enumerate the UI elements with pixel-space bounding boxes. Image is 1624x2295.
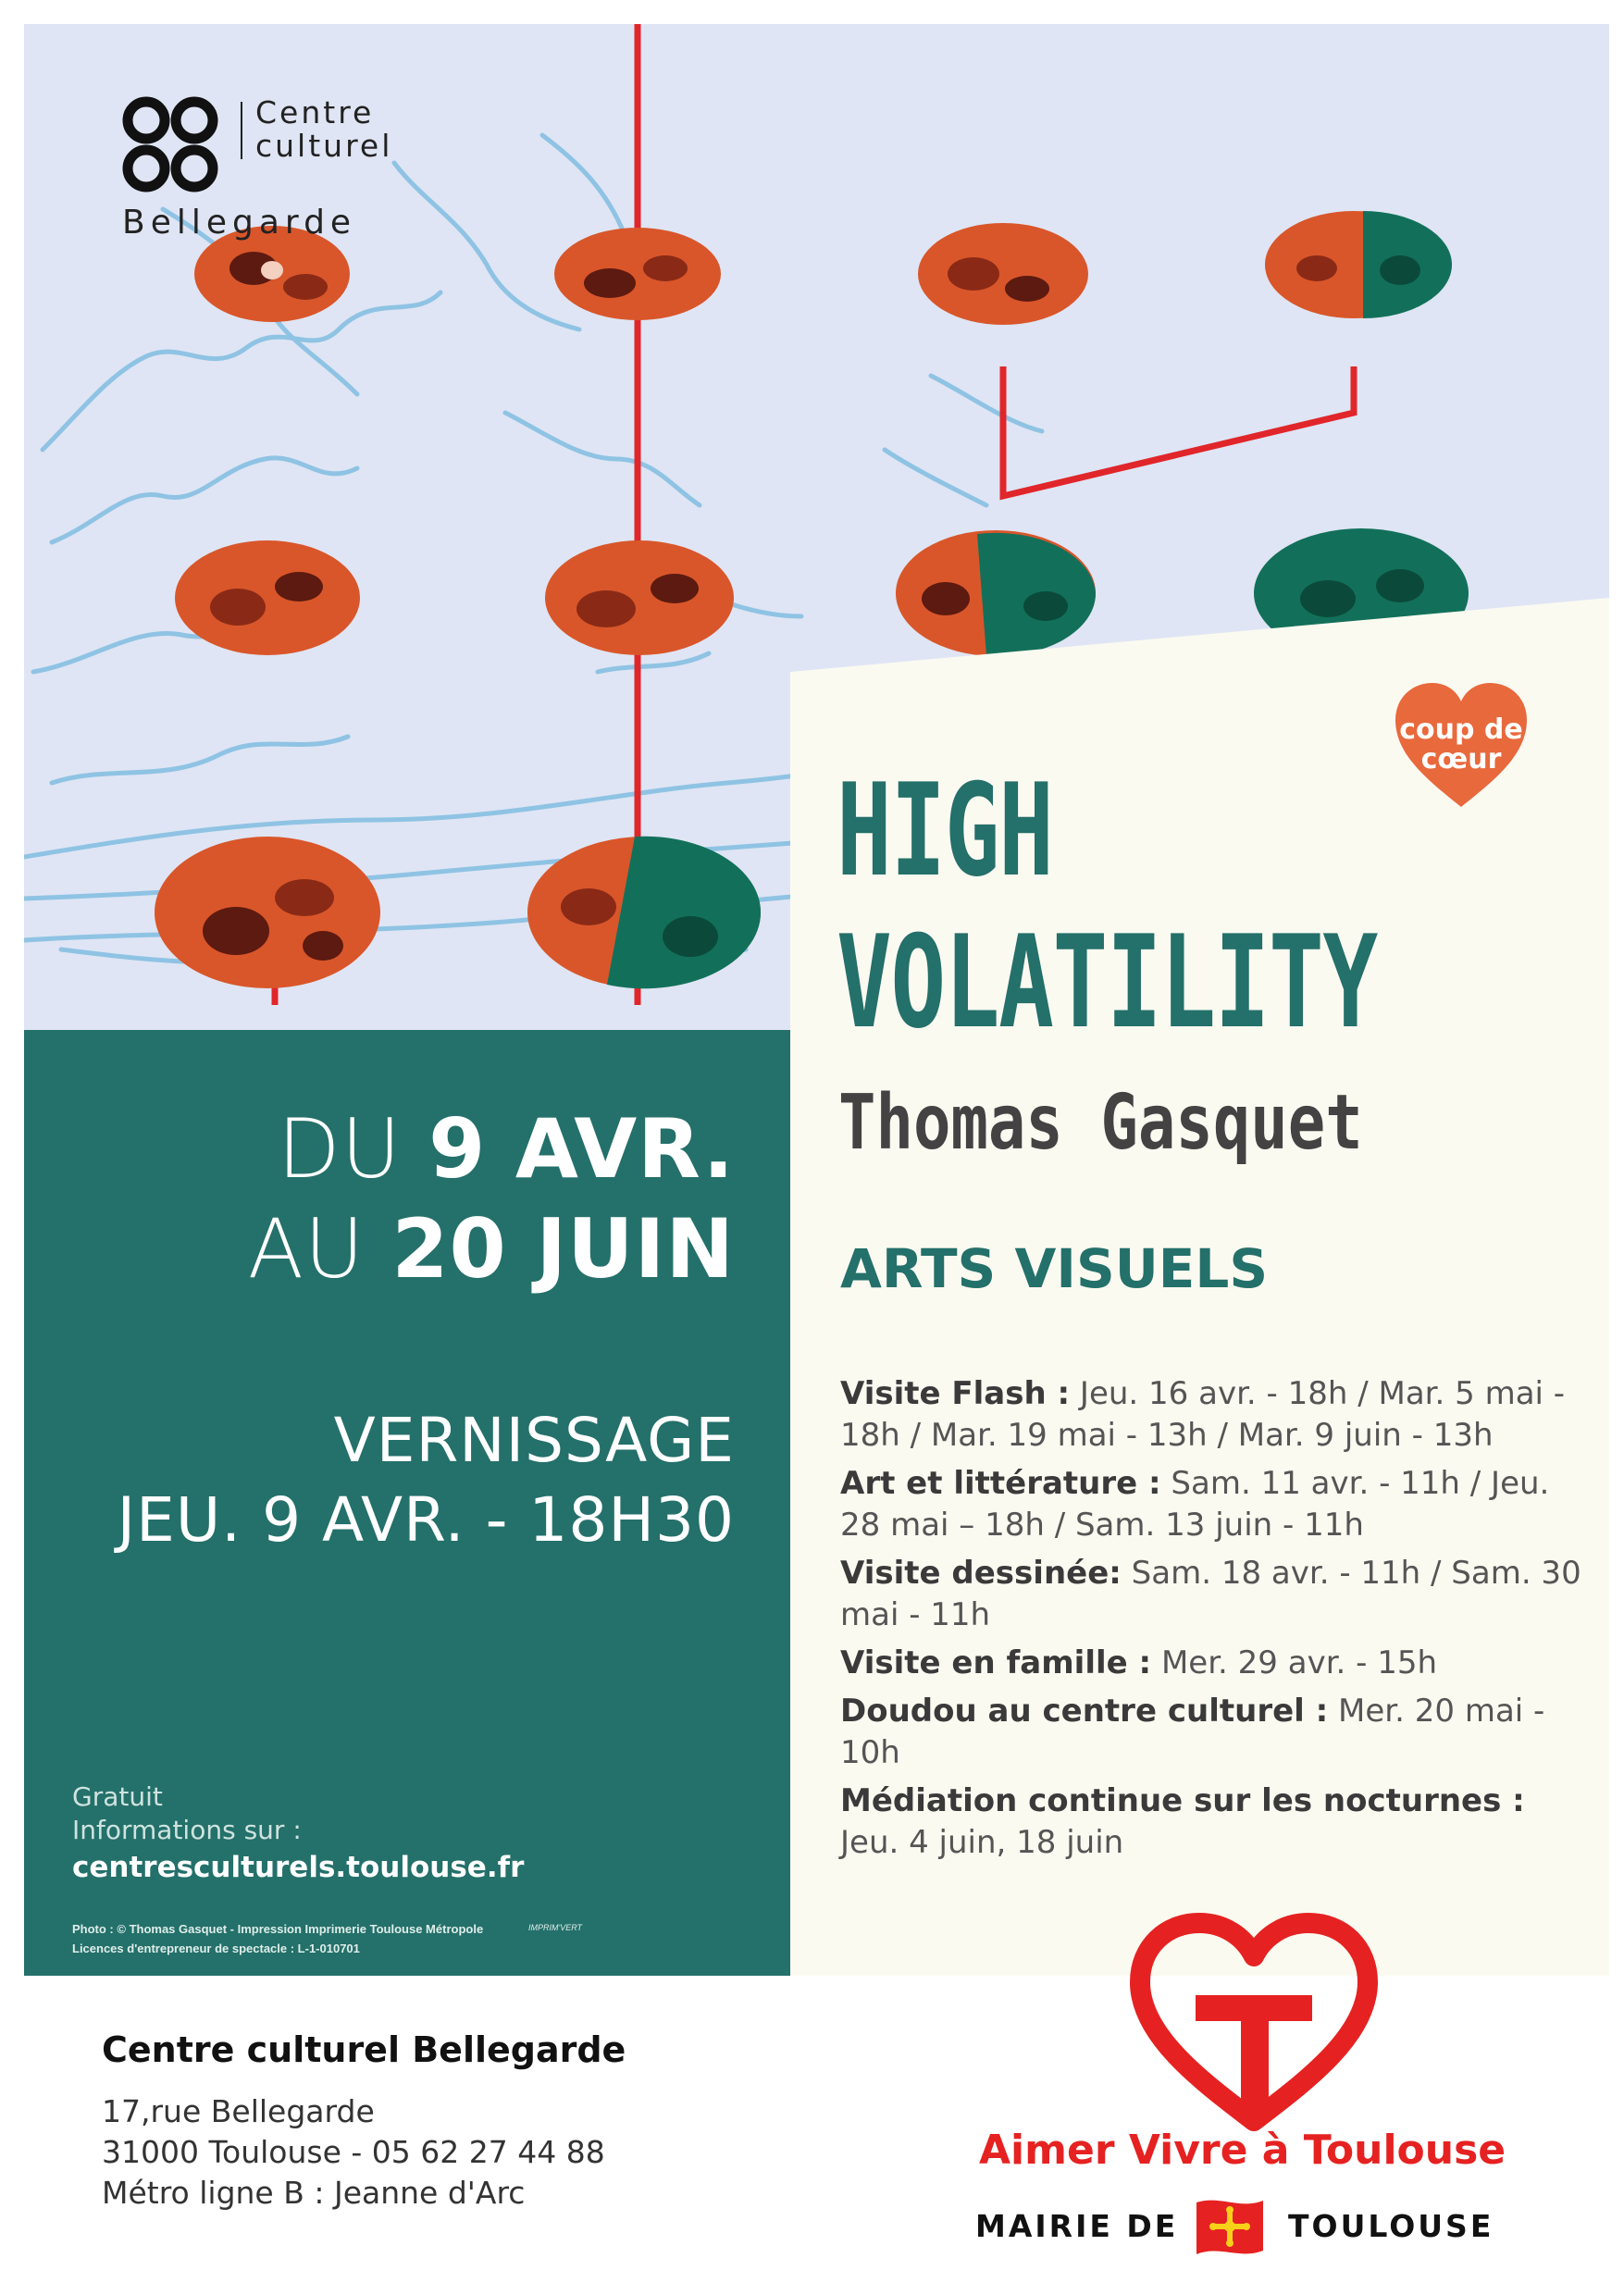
logo-mark-icon [122,96,218,192]
licence-text: Licences d'entrepreneur de spectacle : L-1-010701 [72,1941,360,1955]
exhibition-title [837,755,1377,1059]
bellegarde-logo [98,96,403,263]
schedule-item [840,1643,1599,1684]
mairie-right-text: TOULOUSE [1288,2208,1494,2244]
mairie-de-toulouse-logo [975,2195,1494,2269]
schedule-label: Visite en famille : [840,1644,1152,1681]
venue-address [102,2091,605,2214]
photo-credit: Photo : © Thomas Gasquet - Impression Imprimerie Toulouse Métropole [72,1922,484,1936]
date-from [248,1099,735,1199]
vernissage [118,1401,735,1560]
vernissage-when: JEU. 9 AVR. - 18H30 [117,1484,735,1556]
logo-line-2: culturel [255,128,393,164]
schedule-text: Sam. 11 avr. - 11h / Jeu. 28 mai – 18h / Sam. 13 juin - 11h [840,1465,1550,1544]
slogan: Aimer Vivre à Toulouse [979,2127,1506,2174]
artist-name: Thomas Gasquet [838,1079,1363,1167]
vernissage-label: VERNISSAGE [333,1405,735,1476]
price-label: Gratuit [72,1781,163,1812]
date-to-value: 20 JUIN [391,1201,735,1296]
logo-separator [241,102,242,159]
website-link[interactable]: centresculturels.toulouse.fr [72,1851,525,1884]
venue-metro: Métro ligne B : Jeanne d'Arc [102,2175,526,2211]
poster [24,24,1609,1976]
schedule-item [840,1373,1599,1457]
exhibition-dates [248,1099,735,1299]
date-from-prefix: DU [277,1101,429,1197]
schedule-label: Visite dessinée: [840,1555,1122,1592]
schedule-item [840,1553,1599,1636]
schedule-item [840,1463,1599,1546]
schedule-list [840,1373,1599,1870]
schedule-label: Visite Flash : [840,1375,1071,1412]
info-block [72,1780,524,1888]
cross-flag-icon [1193,2195,1267,2262]
schedule-item [840,1691,1599,1774]
badge-line-2: cœur [1420,743,1502,775]
schedule-label: Art et littérature : [840,1465,1161,1502]
title-line-2: VOLATILITY [837,908,1377,1057]
logo-subtitle [255,96,392,163]
toulouse-heart-logo-icon [1120,1906,1388,2138]
schedule-text: Jeu. 4 juin, 18 juin [840,1824,1124,1861]
schedule-text: Jeu. 16 avr. - 18h / Mar. 5 mai - 18h / Mar. 19 mai - 13h / Mar. 9 juin - 13h [840,1375,1566,1454]
info-label: Informations sur : [72,1815,302,1845]
logo-name: Bellegarde [122,204,357,242]
date-from-value: 9 AVR. [428,1101,735,1197]
imprim-vert-logo: IMPRIM'VERT [528,1923,583,1932]
coup-de-coeur-badge [1392,681,1531,811]
schedule-text: Mer. 20 mai - 10h [840,1693,1545,1771]
venue-city-phone: 31000 Toulouse - 05 62 27 44 88 [102,2134,605,2170]
schedule-label: Médiation continue sur les nocturnes : [840,1782,1525,1819]
mairie-left-text: MAIRIE DE [975,2208,1179,2244]
date-to [248,1199,735,1299]
heart-icon [1392,681,1531,811]
schedule-text: Mer. 29 avr. - 15h [1151,1644,1438,1681]
logo-line-1: Centre [255,94,375,130]
schedule-text: Sam. 18 avr. - 11h / Sam. 30 mai - 11h [840,1555,1581,1633]
badge-line-1: coup de [1399,713,1523,746]
schedule-item [840,1780,1599,1864]
venue-street: 17,rue Bellegarde [102,2093,375,2129]
venue-name: Centre culturel Bellegarde [102,2029,626,2070]
title-line-1: HIGH [837,756,1053,905]
date-to-prefix: AU [247,1201,392,1296]
schedule-label: Doudou au centre culturel : [840,1693,1329,1730]
category-label: ARTS VISUELS [840,1237,1269,1300]
credits [72,1919,483,1958]
